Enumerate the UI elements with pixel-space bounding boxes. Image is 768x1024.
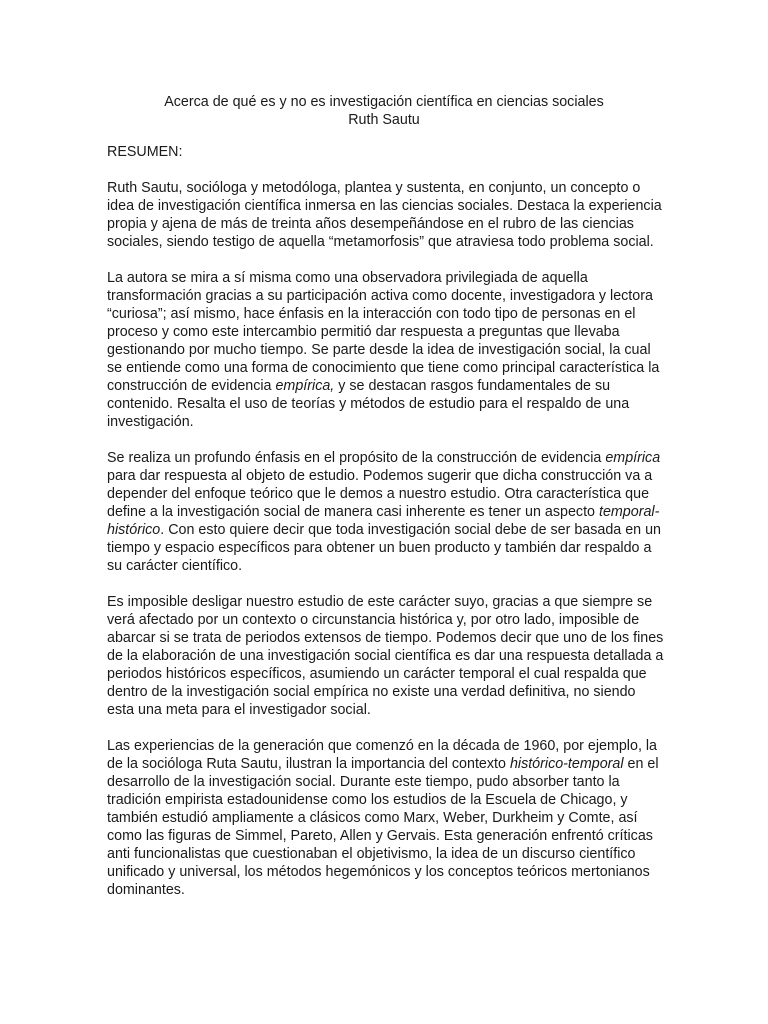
document-body [107, 143, 665, 917]
paragraph-text: La autora se mira a sí misma como una observadora privilegiada de aquella transformación gracias a su participación activa como docente, investigadora y lectora “curiosa”; así mismo, hace énfasis en la interacción con todo tipo de personas en el proceso y como este intercambio permitió dar respuesta a preguntas que llevaba gestionando por mucho tiempo. Se parte desde la idea de investigación social, la cual se entiende como una forma de conocimiento que tiene como principal característica la construcción de evidencia [107, 270, 660, 394]
paragraph-text: Se realiza un profundo énfasis en el propósito de la construcción de evidencia [107, 450, 606, 466]
document-author: Ruth Sautu [348, 112, 420, 128]
italic-term: temporal-histórico [107, 504, 660, 538]
paragraph-text: Las experiencias de la generación que comenzó en la década de 1960, por ejemplo, la de la socióloga Ruta Sautu, ilustran la importancia del contexto [107, 738, 658, 772]
paragraph-text: Ruth Sautu, socióloga y metodóloga, plantea y sustenta, en conjunto, un concepto o idea de investigación científica inmersa en las ciencias sociales. Destaca la experiencia propia y ajena de más de treinta años desempeñándose en el rubro de las ciencias sociales, siendo testigo de aquella “metamorfosis” que atraviesa todo problema social. [107, 180, 662, 250]
paragraph-text: . Con esto quiere decir que toda investigación social debe de ser basada en un tiempo y espacio específicos para obtener un buen producto y también dar respaldo a su carácter científico. [107, 522, 661, 574]
title-block [0, 93, 768, 129]
paragraph-text: Es imposible desligar nuestro estudio de este carácter suyo, gracias a que siempre se verá afectado por un contexto o circunstancia histórica y, por otro lado, imposible de abarcar si se trata de periodos extensos de tiempo. Podemos decir que uno de los fines de la elaboración de una investigación social científica es dar una respuesta detallada a periodos históricos específicos, asumiendo un carácter temporal el cual respalda que dentro de la investigación social empírica no existe una verdad definitiva, no siendo esta una meta para el investigador social. [107, 594, 664, 718]
summary-heading: RESUMEN: [107, 144, 183, 160]
paragraph-4 [107, 593, 665, 719]
italic-term: empírica, [275, 378, 335, 394]
italic-term: empírica [605, 450, 661, 466]
paragraph-3 [107, 449, 665, 575]
document-title: Acerca de qué es y no es investigación científica en ciencias sociales [164, 94, 604, 110]
paragraph-5 [107, 737, 665, 899]
paragraph-1 [107, 179, 665, 251]
paragraph-text: en el desarrollo de la investigación social. Durante este tiempo, pudo absorber tanto la tradición empirista estadounidense como los estudios de la Escuela de Chicago, y también estudió ampliamente a clásicos como Marx, Weber, Durkheim y Comte, así como las figuras de Simmel, Pareto, Allen y Gervais. Esta generación enfrentó críticas anti funcionalistas que cuestionaban el objetivismo, la idea de un discurso científico unificado y universal, los métodos hegemónicos y los conceptos teóricos mertonianos dominantes. [107, 756, 659, 898]
italic-term: histórico-temporal [509, 756, 624, 772]
paragraph-2 [107, 269, 665, 431]
paragraph-text: para dar respuesta al objeto de estudio. Podemos sugerir que dicha construcción va a depender del enfoque teórico que le demos a nuestro estudio. Otra característica que define a la investigación social de manera casi inherente es tener un aspecto [107, 468, 653, 520]
paragraph-text: y se destacan rasgos fundamentales de su contenido. Resalta el uso de teorías y métodos de estudio para el respaldo de una investigación. [107, 378, 630, 430]
